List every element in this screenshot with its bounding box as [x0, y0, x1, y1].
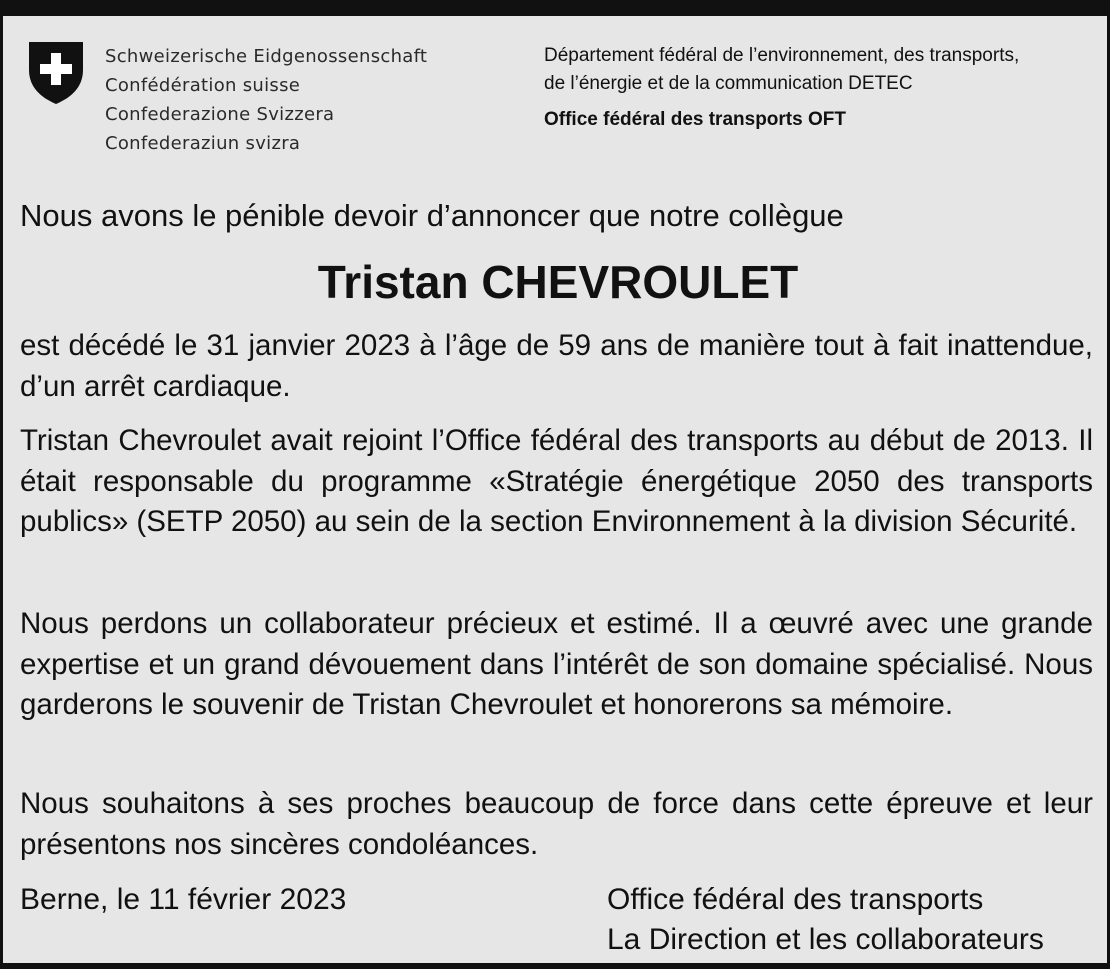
intro-text: Nous avons le pénible devoir d’annoncer que notre collègue	[20, 198, 844, 233]
confederation-name-rm: Confederaziun svizra	[105, 133, 301, 154]
confederation-logo	[21, 38, 461, 158]
deceased-name: Tristan CHEVROULET	[317, 256, 799, 308]
paragraph-career: Tristan Chevroulet avait rejoint l’Office fédéral des transports au début de 2013. Il était responsable du programme «Stratégie énergétique 2050 des transports publics» (SETP 2050) au sein de la section Environnement à la division Sécurité.	[20, 424, 1093, 538]
confederation-names	[105, 42, 427, 158]
confederation-name-fr: Confédération suisse	[105, 75, 301, 96]
office-name: Office fédéral des transports OFT	[544, 109, 846, 130]
paragraph-condolences: Nous souhaitons à ses proches beaucoup de force dans cette épreuve et leur présentons nos sincères condoléances.	[20, 787, 1093, 861]
signature	[607, 880, 1044, 960]
swiss-cross-shield-icon	[26, 40, 86, 106]
signature-line-2: La Direction et les collaborateurs	[607, 923, 1044, 956]
letterhead	[21, 38, 1101, 168]
paragraph-tribute: Nous perdons un collaborateur précieux et estimé. Il a œuvré avec une grande expertise et un grand dévouement dans l’intérêt de son domaine spécialisé. Nous garderons le souvenir de Tristan Chevroulet et honorerons sa mémoire.	[20, 607, 1093, 721]
confederation-name-de: Schweizerische Eidgenossenschaft	[105, 46, 428, 67]
signature-line-1: Office fédéral des transports	[607, 883, 984, 916]
paragraph-death-announcement: est décédé le 31 janvier 2023 à l’âge de 59 ans de manière tout à fait inattendue, d’un arrêt cardiaque.	[20, 329, 1093, 403]
department-line-1: Département fédéral de l’environnement, des transports,	[544, 45, 1020, 66]
confederation-name-it: Confederazione Svizzera	[105, 104, 335, 125]
department-block	[544, 42, 1019, 134]
department-line-2: de l’énergie et de la communication DETEC	[544, 73, 913, 94]
place-date: Berne, le 11 février 2023	[20, 883, 347, 916]
